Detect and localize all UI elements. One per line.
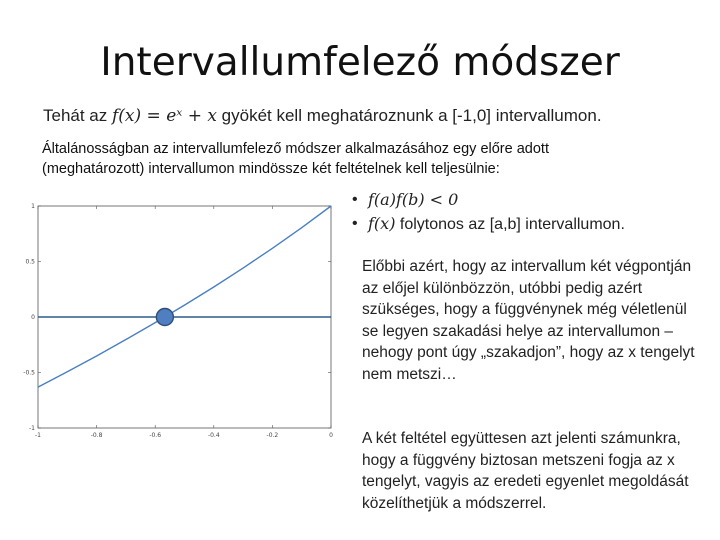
y-tick-label: 0.5 [25, 258, 35, 266]
plot-lines [38, 206, 331, 387]
y-tick-label: 1 [31, 203, 35, 210]
page-title: Intervallumfelező módszer [100, 40, 620, 85]
x-tick-label: -0.2 [266, 432, 279, 439]
condition-text: folytonos az [a,b] intervallumon. [399, 216, 625, 233]
condition-item [352, 212, 625, 236]
task-statement [43, 106, 602, 126]
y-tick-label: -0.5 [23, 369, 35, 377]
explanation-paragraph: Előbbi azért, hogy az intervallum két végpontján az előjel különbözzön, utóbbi pedig azért szükséges, hogy a függvénynek még véletlenül se legyen szakadási helye az intervallumon – nehogy pont úgy „szakadjon”, hogy az x tengelyt nem metszi… [362, 258, 695, 383]
x-tick-label: 0 [329, 432, 333, 439]
condition-math: f(a)f(b) < 0 [368, 190, 459, 209]
x-tick-label: -0.4 [207, 432, 220, 439]
task-prefix: Tehát az [43, 106, 108, 125]
function-formula: f(x) = eˣ + x [112, 106, 217, 126]
y-tick-label: 0 [31, 314, 35, 321]
x-tick-label: -0.8 [90, 432, 103, 439]
x-tick-label: -0.6 [149, 432, 162, 439]
y-tick-label: -1 [29, 425, 35, 432]
x-tick-label: -1 [35, 432, 41, 439]
condition-item [352, 188, 625, 212]
condition-math: f(x) [368, 214, 396, 233]
condition-list [352, 188, 625, 236]
task-suffix: gyökét kell meghatároznunk a [-1,0] intervallumon. [221, 106, 602, 125]
intro-paragraph: Általánosságban az intervallumfelező módszer alkalmazásához egy előre adott (meghatározott) intervallumon mindössze két feltételnek kell teljesülnie: [42, 141, 549, 177]
function-curve [38, 206, 331, 387]
root-marker [156, 309, 173, 326]
conclusion-paragraph: A két feltétel együttesen azt jelenti számunkra, hogy a függvény biztosan metszeni fogja az x tengelyt, vagyis az eredeti egyenlet megoldását közelíthetjük a módszerrel. [362, 430, 689, 512]
function-plot [23, 200, 338, 445]
